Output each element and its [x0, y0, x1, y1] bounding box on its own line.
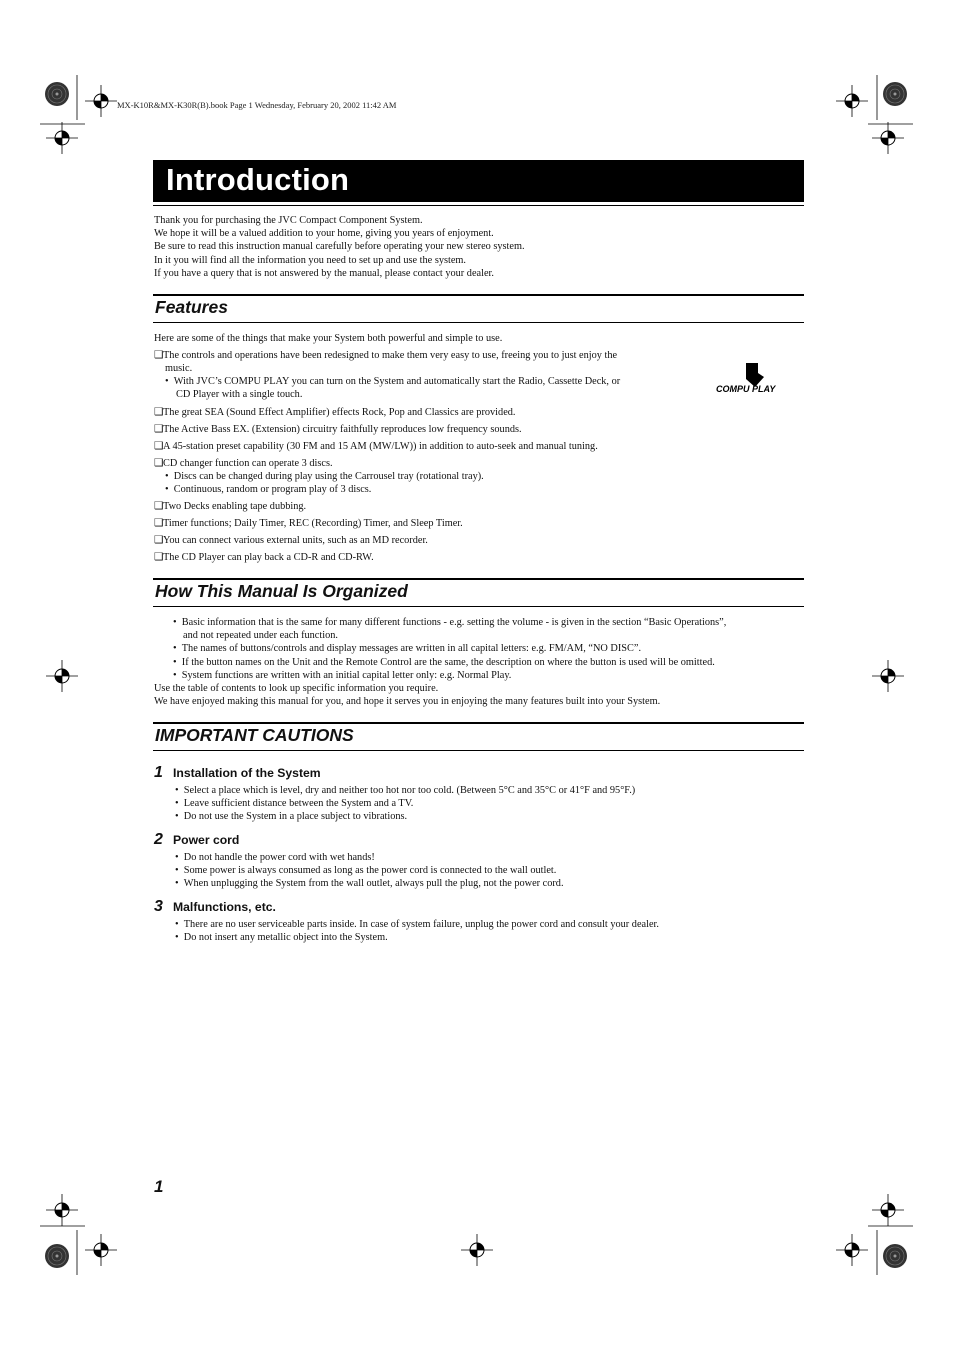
feature-item: ❑The CD Player can play back a CD-R and CD-RW.	[154, 552, 374, 563]
organized-heading: How This Manual Is Organized	[155, 581, 408, 601]
checkbox-icon: ❑	[154, 441, 164, 452]
page-title: Introduction	[166, 162, 350, 197]
checkbox-icon: ❑	[154, 535, 164, 546]
features-heading: Features	[155, 297, 228, 317]
feature-item: ❑CD changer function can operate 3 discs. • Discs can be changed during play using the Carrousel tray (rotational tray). • Continuous, random or program play of 3 discs.	[154, 458, 484, 495]
feature-item: ❑The great SEA (Sound Effect Amplifier) effects Rock, Pop and Classics are provided.	[154, 407, 516, 418]
checkbox-icon: ❑	[154, 424, 164, 435]
intro-line: We hope it will be a valued addition to your home, giving you years of enjoyment.	[154, 228, 494, 240]
caution-list: • Select a place which is level, dry and neither too hot nor too cold. (Between 5°C and 35°C or 41°F and 95°F.) • Leave sufficient distance between the System and a TV. • Do not use the System in a place subject to vibrations.	[175, 785, 636, 823]
section-rule	[153, 294, 804, 296]
section-rule	[153, 606, 804, 607]
feature-item: ❑You can connect various external units, such as an MD recorder.	[154, 535, 428, 546]
bullet-icon: •	[173, 643, 177, 655]
checkbox-icon: ❑	[154, 501, 164, 512]
caution-number: 1	[154, 764, 163, 781]
caution-heading: Power cord	[173, 833, 240, 847]
caution-heading: Installation of the System	[173, 766, 321, 780]
bullet-icon: •	[173, 617, 177, 628]
bullet-icon: •	[175, 865, 179, 877]
intro-line: Be sure to read this instruction manual carefully before operating your new stereo system.	[154, 241, 525, 253]
section-rule	[153, 578, 804, 580]
checkbox-icon: ❑	[154, 518, 164, 529]
cautions-heading: IMPORTANT CAUTIONS	[155, 725, 354, 745]
checkbox-icon: ❑	[154, 407, 164, 418]
title-underline	[153, 205, 804, 206]
intro-line: Thank you for purchasing the JVC Compact Component System.	[154, 215, 423, 226]
intro-paragraph	[154, 214, 525, 280]
caution-heading: Malfunctions, etc.	[173, 900, 276, 914]
intro-line: If you have a query that is not answered by the manual, please contact your dealer.	[154, 267, 494, 279]
caution-list: • Do not handle the power cord with wet hands! • Some power is always consumed as long as the power cord is connected to the wall outlet. • When unplugging the System from the wall outlet, always pull the plug, not the power cord.	[175, 852, 564, 890]
bullet-icon: •	[175, 785, 179, 796]
bullet-icon: •	[165, 376, 169, 387]
bullet-icon: •	[173, 656, 177, 668]
organized-bullets: • Basic information that is the same for many different functions - e.g. setting the volume - is given in the section “Basic Operations”, and not repeated under each function. • The names of buttons/controls and display messages are written in all capital letters: e.g. FM/AM, “NO DISC”. • If the button names on the Unit and the Remote Control are the same, the description on where the button is used will be omitted. • System functions are written with an initial capital letter only: e.g. Normal Play.	[173, 617, 727, 681]
caution-number: 3	[154, 898, 163, 915]
bullet-icon: •	[165, 484, 169, 495]
bullet-icon: •	[175, 932, 179, 944]
compu-play-logo	[714, 361, 792, 397]
section-rule	[153, 750, 804, 751]
section-rule	[153, 322, 804, 323]
bullet-icon: •	[175, 919, 179, 930]
print-header: MX-K10R&MX-K30R(B).book Page 1 Wednesday, February 20, 2002 11:42 AM	[117, 100, 397, 110]
caution-number: 2	[154, 831, 163, 848]
section-rule	[153, 722, 804, 724]
bullet-icon: •	[173, 669, 177, 681]
feature-item: ❑The controls and operations have been redesigned to make them very easy to use, freeing you to just enjoy the music. • With JVC’s COMPU PLAY you can turn on the System and automatically start the Radio, Cassette Deck, or CD Player with a single touch.	[154, 350, 621, 400]
bullet-icon: •	[175, 811, 179, 823]
checkbox-icon: ❑	[154, 458, 164, 469]
checkbox-icon: ❑	[154, 552, 164, 563]
title-bar	[153, 160, 804, 202]
bullet-icon: •	[175, 878, 179, 890]
caution-list: • There are no user serviceable parts inside. In case of system failure, unplug the power cord and consult your dealer. • Do not insert any metallic object into the System.	[175, 919, 659, 944]
page-number: 1	[154, 1177, 164, 1196]
feature-item: ❑A 45-station preset capability (30 FM and 15 AM (MW/LW)) in addition to auto-seek and manual tuning.	[154, 441, 598, 452]
feature-item: ❑Two Decks enabling tape dubbing.	[154, 501, 307, 512]
feature-item: ❑Timer functions; Daily Timer, REC (Recording) Timer, and Sleep Timer.	[154, 518, 463, 529]
bullet-icon: •	[175, 852, 179, 863]
feature-item: ❑The Active Bass EX. (Extension) circuitry faithfully reproduces low frequency sounds.	[154, 424, 522, 435]
logo-text: COMPU PLAY	[716, 384, 776, 394]
bullet-icon: •	[165, 471, 169, 482]
checkbox-icon: ❑	[154, 350, 164, 361]
intro-line: In it you will find all the information you need to set up and use the system.	[154, 254, 466, 266]
features-intro: Here are some of the things that make your System both powerful and simple to use.	[154, 333, 503, 344]
organized-closing: Use the table of contents to look up specific information you require. We have enjoyed making this manual for you, and hope it serves you in enjoying the many features built into your System.	[154, 683, 661, 708]
bullet-icon: •	[175, 798, 179, 810]
